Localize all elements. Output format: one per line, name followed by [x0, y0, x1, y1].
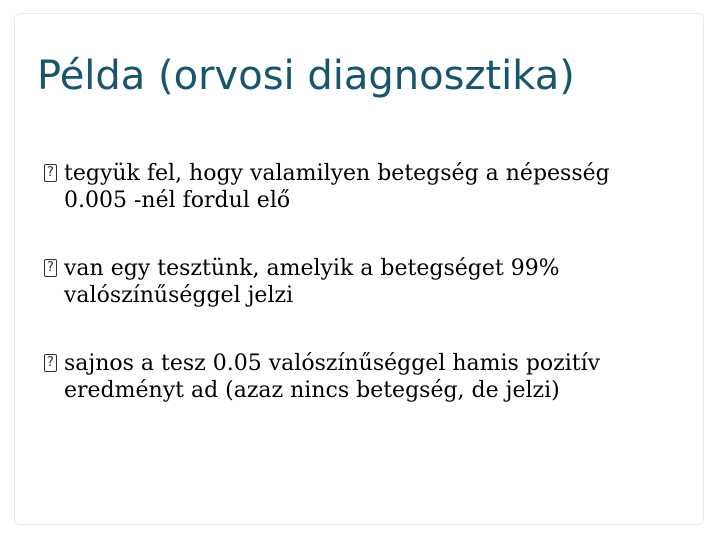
bullet-text: tegyük fel, hogy valamilyen betegség a népesség 0.005 -nél fordul elő — [64, 161, 610, 213]
bullet-text: van egy tesztünk, amelyik a betegséget 99% valószínűséggel jelzi — [64, 256, 560, 308]
missing-glyph-icon: ? — [44, 354, 57, 372]
bullet-item — [36, 255, 676, 309]
missing-glyph-icon: ? — [44, 164, 57, 182]
bullet-text: sajnos a tesz 0.05 valószínűséggel hamis pozitív eredményt ad (azaz nincs betegség, de jelzi) — [64, 351, 601, 403]
bullet-item — [36, 160, 676, 214]
slide-title: Példa (orvosi diagnosztika) — [37, 53, 575, 99]
missing-glyph-icon: ? — [44, 259, 57, 277]
bullet-item — [36, 350, 676, 404]
bullet-list — [36, 160, 676, 445]
